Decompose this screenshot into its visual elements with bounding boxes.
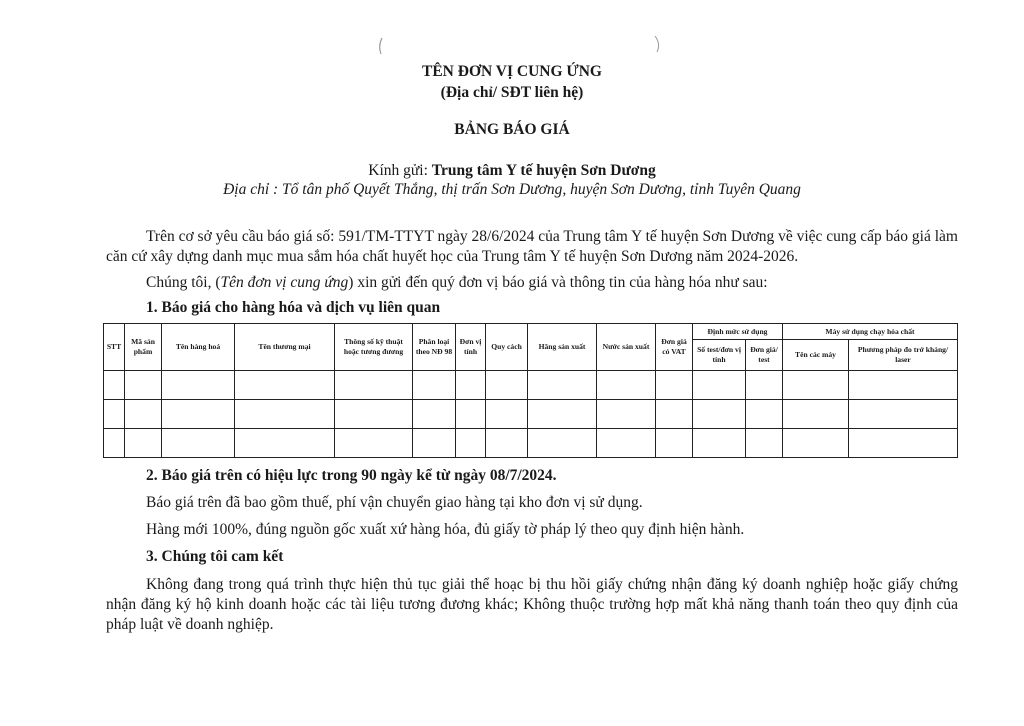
section-2-heading: 2. Báo giá trên có hiệu lực trong 90 ngày kể từ ngày 08/7/2024. bbox=[146, 467, 557, 484]
col-don-gia-test: Đơn giá/ test bbox=[746, 340, 783, 371]
table-row bbox=[104, 371, 958, 400]
intro-text-b: ) xin gửi đến quý đơn vị báo giá và thông tin của hàng hóa như sau: bbox=[348, 274, 768, 291]
col-thong-so: Thông số kỹ thuật hoặc tương đương bbox=[335, 324, 413, 371]
recipient-name: Trung tâm Y tế huyện Sơn Dương bbox=[431, 162, 656, 179]
col-group-may: Máy sử dụng chạy hóa chất bbox=[783, 324, 958, 340]
col-ten-thuong-mai: Tên thương mại bbox=[235, 324, 335, 371]
org-name: TÊN ĐƠN VỊ CUNG ỨNG bbox=[422, 63, 602, 80]
col-phuong-phap: Phương pháp đo trở kháng/ laser bbox=[849, 340, 958, 371]
supplier-placeholder: Tên đơn vị cung ứng bbox=[220, 274, 349, 291]
section-2-line-1: Báo giá trên đã bao gồm thuế, phí vận chuyển giao hàng tại kho đơn vị sử dụng. bbox=[146, 494, 643, 511]
intro-text-a: Chúng tôi, ( bbox=[146, 274, 221, 291]
col-hang-san-xuat: Hãng sản xuất bbox=[528, 324, 597, 371]
section-1-heading: 1. Báo giá cho hàng hóa và dịch vụ liên quan bbox=[146, 299, 441, 316]
table-row bbox=[104, 429, 958, 458]
col-nuoc-san-xuat: Nước sản xuất bbox=[597, 324, 656, 371]
section-2-line-2: Hàng mới 100%, đúng nguồn gốc xuất xứ hàng hóa, đủ giấy tờ pháp lý theo quy định hiện hành. bbox=[146, 521, 745, 538]
col-ten-cac-may: Tên các máy bbox=[783, 340, 849, 371]
col-ten-hang-hoa: Tên hàng hoá bbox=[162, 324, 235, 371]
recipient-address: Địa chỉ : Tổ tân phố Quyết Thắng, thị trấn Sơn Dương, huyện Sơn Dương, tỉnh Tuyên Quang bbox=[223, 181, 801, 198]
org-contact: (Địa chỉ/ SĐT liên hệ) bbox=[440, 84, 584, 101]
col-so-test: Số test/đơn vị tính bbox=[693, 340, 746, 371]
document-title: BẢNG BÁO GIÁ bbox=[454, 121, 570, 138]
section-3-paragraph: Không đang trong quá trình thực hiện thủ tục giải thể hoạc bị thu hồi giấy chứng nhận đăng ký doanh nghiệp hoặc giấy chứng nhận đăng ký hộ kinh doanh hoặc các tài liệu tương đương khác; Không thuộc trường hợp mất khả năng thanh toán theo quy định của pháp luật về doanh nghiệp. bbox=[106, 576, 958, 633]
col-don-gia-vat: Đơn giá có VAT bbox=[656, 324, 693, 371]
recipient-line bbox=[0, 161, 1024, 181]
col-quy-cach: Quy cách bbox=[486, 324, 528, 371]
section-3-heading: 3. Chúng tôi cam kết bbox=[146, 548, 284, 565]
col-stt: STT bbox=[104, 324, 125, 371]
quotation-table bbox=[103, 323, 958, 458]
intro-paragraph: Trên cơ sở yêu cầu báo giá số: 591/TM-TTYT ngày 28/6/2024 của Trung tâm Y tế huyện Sơn Dương về việc cung cấp báo giá làm căn cứ xây dựng danh mục mua sắm hóa chất huyết học của Trung tâm Y tế huyện Sơn Dương năm 2024-2026. bbox=[106, 228, 958, 265]
intro-paragraph-2 bbox=[146, 273, 958, 293]
col-group-dinh-muc: Định mức sử dụng bbox=[693, 324, 783, 340]
col-ma-san-pham: Mã sản phẩm bbox=[125, 324, 162, 371]
table-row bbox=[104, 400, 958, 429]
col-don-vi-tinh: Đơn vị tính bbox=[456, 324, 486, 371]
recipient-prefix: Kính gửi: bbox=[368, 162, 432, 179]
col-phan-loai: Phân loại theo NĐ 98 bbox=[413, 324, 456, 371]
